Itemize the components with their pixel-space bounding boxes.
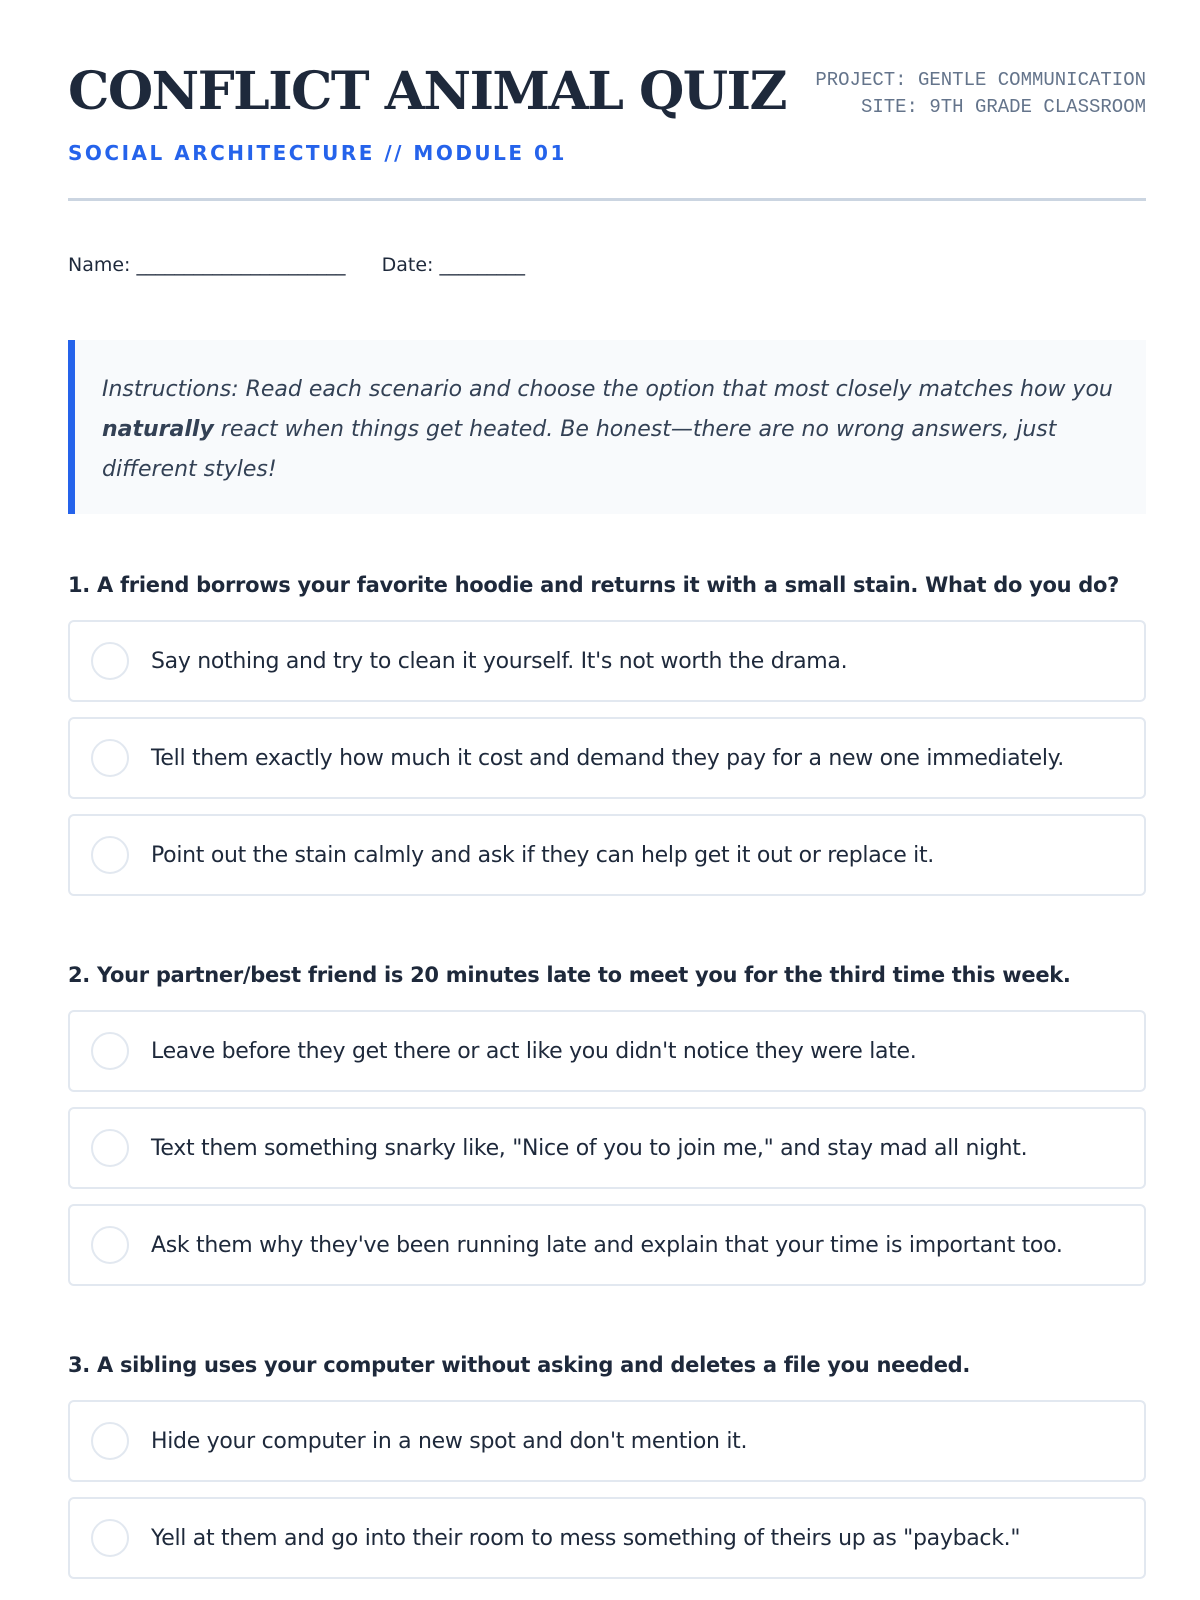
option-label: Yell at them and go into their room to mess something of theirs up as "payback." <box>151 1525 1021 1551</box>
question-1 <box>68 565 1146 911</box>
radio-button[interactable] <box>91 1226 129 1264</box>
page-subtitle: SOCIAL ARCHITECTURE // MODULE 01 <box>68 141 567 165</box>
radio-button[interactable] <box>91 642 129 680</box>
radio-button[interactable] <box>91 1129 129 1167</box>
instructions-text-end: react when things get heated. Be honest—there are no wrong answers, just different styles! <box>102 417 1057 482</box>
question-3 <box>68 1345 1146 1594</box>
header <box>68 0 1146 201</box>
option-card[interactable] <box>68 1400 1146 1482</box>
date-field[interactable]: _________ <box>439 254 525 276</box>
question-text: 2. Your partner/best friend is 20 minutes late to meet you for the third time this week. <box>68 963 1071 987</box>
question-text: 3. A sibling uses your computer without asking and deletes a file you needed. <box>68 1353 971 1377</box>
project-label: PROJECT: GENTLE COMMUNICATION <box>815 69 1146 91</box>
radio-button[interactable] <box>91 836 129 874</box>
question-text: 1. A friend borrows your favorite hoodie and returns it with a small stain. What do you do? <box>68 573 1120 597</box>
options-list <box>68 1010 1146 1286</box>
instructions-emphasis: naturally <box>102 417 214 442</box>
option-card[interactable] <box>68 717 1146 799</box>
radio-button[interactable] <box>91 1519 129 1557</box>
option-card[interactable] <box>68 1010 1146 1092</box>
option-card[interactable] <box>68 1497 1146 1579</box>
option-card[interactable] <box>68 814 1146 896</box>
radio-button[interactable] <box>91 1422 129 1460</box>
question-2 <box>68 955 1146 1301</box>
site-label: SITE: 9TH GRADE CLASSROOM <box>860 96 1146 118</box>
option-label: Tell them exactly how much it cost and demand they pay for a new one immediately. <box>151 745 1064 771</box>
option-card[interactable] <box>68 620 1146 702</box>
radio-button[interactable] <box>91 739 129 777</box>
project-meta <box>815 67 1146 121</box>
options-list <box>68 620 1146 896</box>
option-label: Text them something snarky like, "Nice of you to join me," and stay mad all night. <box>151 1135 1028 1161</box>
page-title: CONFLICT ANIMAL QUIZ <box>68 61 786 122</box>
option-label: Ask them why they've been running late and explain that your time is important too. <box>151 1232 1063 1258</box>
option-label: Hide your computer in a new spot and don't mention it. <box>151 1428 748 1454</box>
name-field[interactable]: ______________________ <box>136 254 346 276</box>
option-card[interactable] <box>68 1204 1146 1286</box>
instructions-text: Instructions: Read each scenario and choose the option that most closely matches how you <box>102 377 1113 402</box>
option-label: Leave before they get there or act like you didn't notice they were late. <box>151 1038 917 1064</box>
option-card[interactable] <box>68 1107 1146 1189</box>
date-label: Date: <box>381 254 434 276</box>
radio-button[interactable] <box>91 1032 129 1070</box>
student-fields <box>68 254 525 276</box>
option-label: Say nothing and try to clean it yourself. It's not worth the drama. <box>151 648 848 674</box>
options-list <box>68 1400 1146 1579</box>
quiz-page <box>68 0 1146 1551</box>
name-label: Name: <box>68 254 131 276</box>
option-label: Point out the stain calmly and ask if they can help get it out or replace it. <box>151 842 934 868</box>
instructions-box <box>68 340 1146 514</box>
